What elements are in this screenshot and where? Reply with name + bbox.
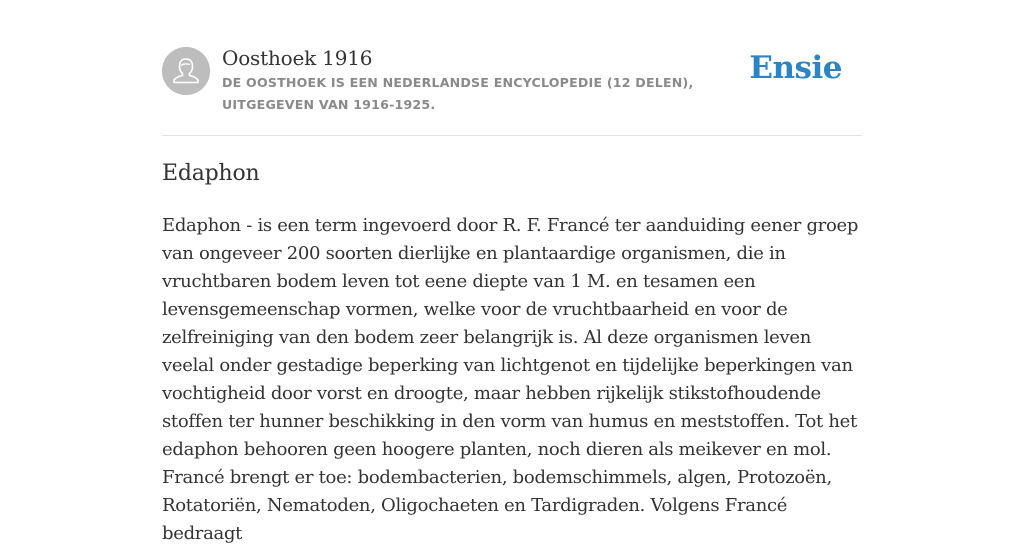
source-title[interactable]: Oosthoek 1916: [222, 46, 373, 70]
source-description: DE OOSTHOEK IS EEN NEDERLANDSE ENCYCLOPEDIE (12 DELEN), UITGEGEVEN VAN 1916-1925.: [222, 75, 694, 112]
user-silhouette-icon: [162, 47, 210, 95]
source-avatar[interactable]: [162, 47, 210, 95]
ensie-logo[interactable]: Ensie: [749, 50, 842, 86]
article-title: Edaphon: [162, 161, 260, 186]
source-info: [222, 44, 762, 116]
source-header: [162, 40, 862, 136]
article-body: Edaphon - is een term ingevoerd door R. F. Francé ter aanduiding eener groep van ongeveer 200 soorten dierlijke en plantaardige organismen, die in vruchtbaren bodem leven tot eene diepte van 1 M. en tesamen een levensgemeenschap vormen, welke voor de vruchtbaarheid en voor de zelfreiniging van den bodem zeer belangrijk is. Al deze organismen leven veelal onder gestadige beperking van lichtgenot en tijdelijke beperkingen van vochtigheid door vorst en droogte, maar hebben rijkelijk stikstofhoudende stoffen ter hunner beschikking in den vorm van humus en meststoffen. Tot het edaphon behooren geen hoogere planten, noch dieren als meikever en mol. Francé brengt er toe: bodembacterien, bodemschimmels, algen, Protozoën, Rotatoriën, Nematoden, Oligochaeten en Tardigraden. Volgens Francé bedraagt: [162, 215, 859, 544]
